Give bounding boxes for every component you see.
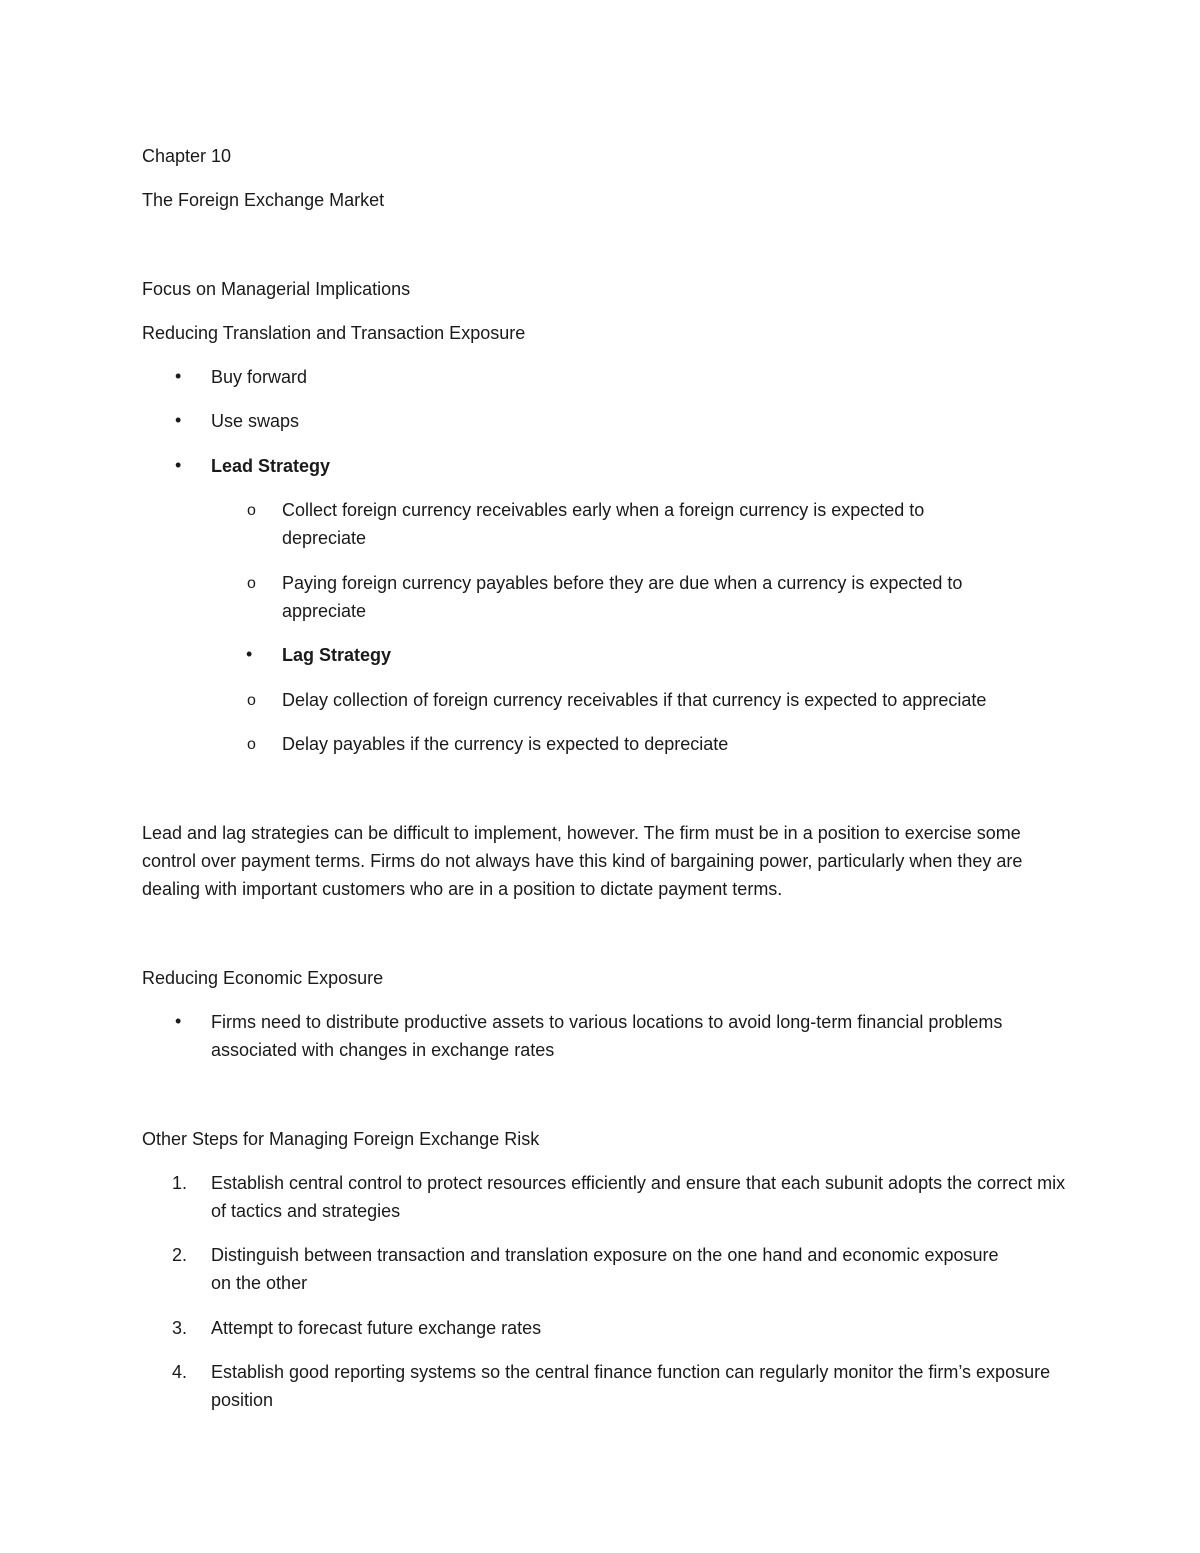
bullet-item-lead-strategy: Lead Strategy: [211, 456, 331, 476]
sub-bullet-marker: o: [247, 736, 256, 753]
bullet-marker: •: [246, 644, 253, 664]
body-paragraph: Lead and lag strategies can be difficult to implement, however. The firm must be in a position to exercise some control over payment terms. Firms do not always have this kind of bargaining power, particularly when they are dealing with important customers who are in a position to dictate payment terms.: [142, 823, 1023, 899]
chapter-label: Chapter 10: [142, 146, 232, 166]
list-number: 1.: [172, 1173, 188, 1193]
document-title: The Foreign Exchange Market: [142, 190, 385, 210]
numbered-item: Distinguish between transaction and translation exposure on the one hand and economic exposure on the other: [211, 1245, 999, 1293]
sub-bullet-item: Collect foreign currency receivables early when a foreign currency is expected to depreciate: [282, 500, 925, 548]
bullet-marker: •: [175, 410, 182, 430]
bullet-item: Firms need to distribute productive assets to various locations to avoid long-term financial problems associated with changes in exchange rates: [211, 1012, 1003, 1060]
bullet-item: Use swaps: [211, 411, 300, 431]
list-number: 2.: [172, 1245, 188, 1265]
bullet-marker: •: [175, 455, 182, 475]
bullet-item: Buy forward: [211, 367, 308, 387]
sub-bullet-marker: o: [247, 692, 256, 709]
sub-bullet-marker: o: [247, 502, 256, 519]
bullet-item-lag-strategy: Lag Strategy: [282, 645, 392, 665]
focus-heading: Focus on Managerial Implications: [142, 279, 411, 299]
section-heading-economic: Reducing Economic Exposure: [142, 968, 384, 988]
list-number: 3.: [172, 1318, 188, 1338]
sub-bullet-item: Delay collection of foreign currency receivables if that currency is expected to appreciate: [282, 690, 987, 710]
sub-bullet-item: Delay payables if the currency is expected to depreciate: [282, 734, 729, 754]
bullet-marker: •: [175, 1011, 182, 1031]
sub-bullet-item: Paying foreign currency payables before they are due when a currency is expected to appreciate: [282, 573, 963, 621]
list-number: 4.: [172, 1362, 188, 1382]
numbered-item: Attempt to forecast future exchange rates: [211, 1318, 542, 1338]
sub-bullet-marker: o: [247, 575, 256, 592]
numbered-item: Establish central control to protect resources efficiently and ensure that each subunit adopts the correct mix of tactics and strategies: [211, 1173, 1066, 1221]
section-heading-other-steps: Other Steps for Managing Foreign Exchange Risk: [142, 1129, 540, 1149]
bullet-marker: •: [175, 366, 182, 386]
section-heading-translation: Reducing Translation and Transaction Exposure: [142, 323, 526, 343]
numbered-item: Establish good reporting systems so the central finance function can regularly monitor the firm’s exposure position: [211, 1362, 1051, 1410]
